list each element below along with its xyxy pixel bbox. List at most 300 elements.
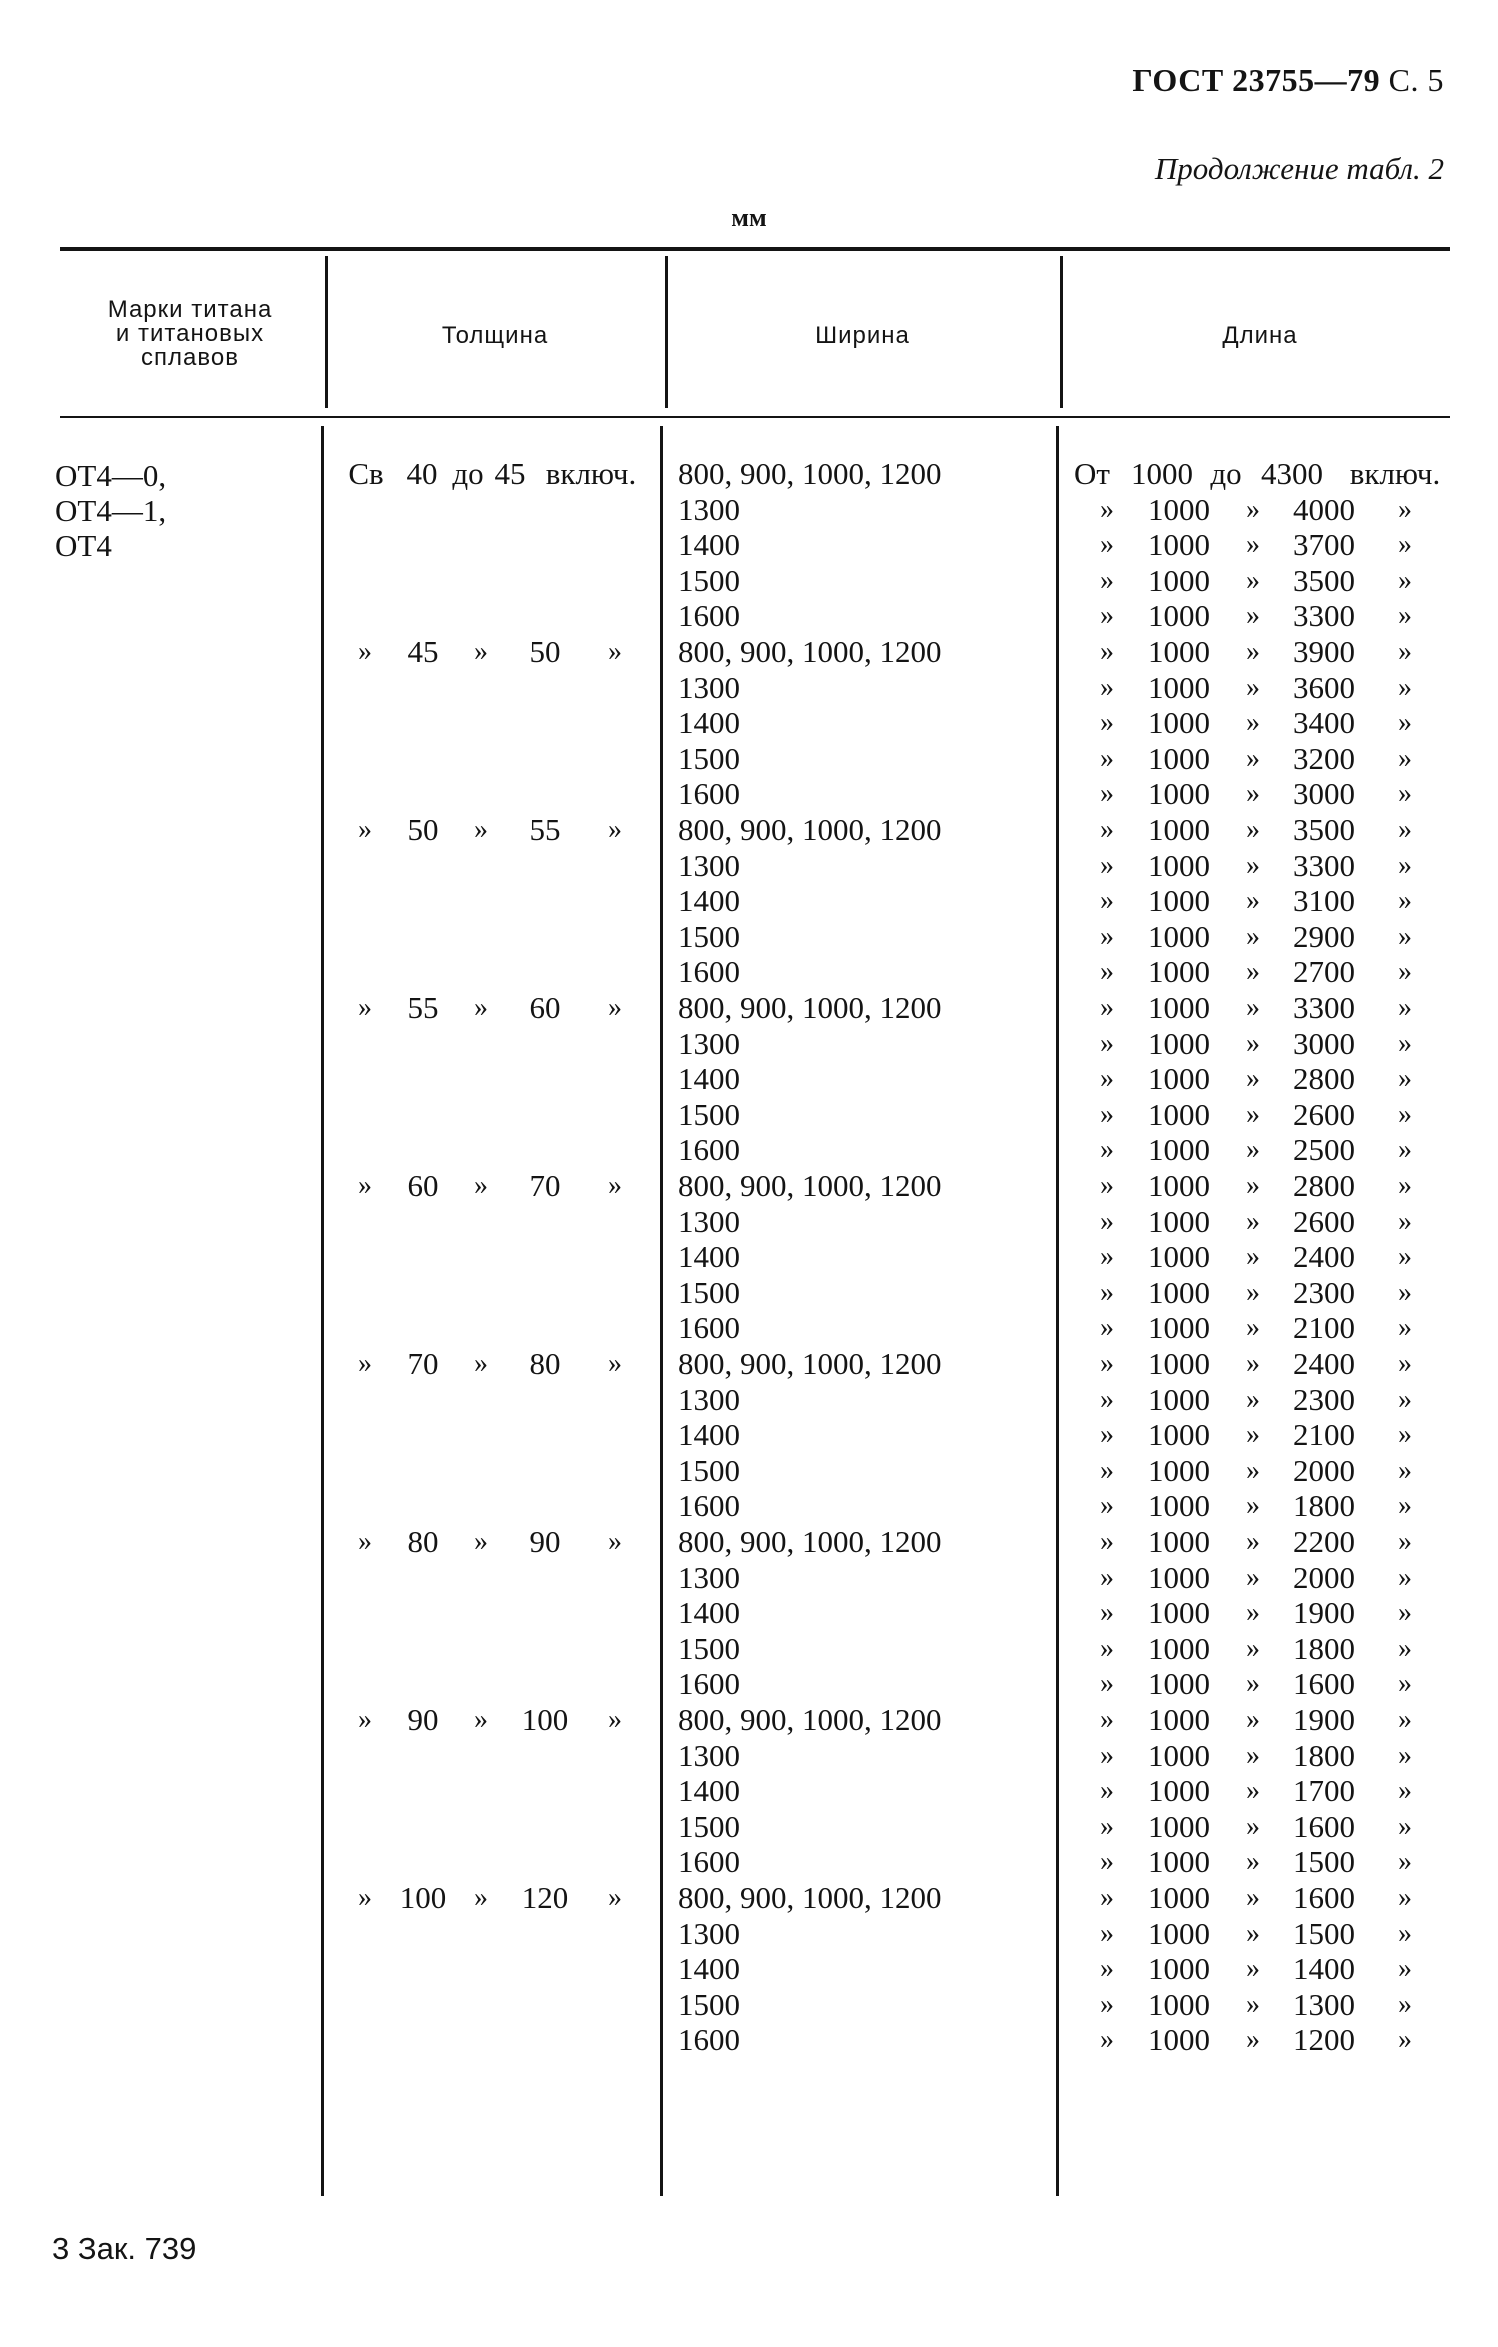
length-from: 1000 [1148,1737,1210,1773]
width-value: 1500 [678,1452,740,1488]
length-from: 1000 [1148,1808,1210,1844]
length-to: 2400 [1293,1346,1355,1381]
column-divider [665,256,668,408]
length-to: 3300 [1293,847,1355,883]
ditto-mark: » [1246,1739,1260,1771]
ditto-mark: » [358,1348,372,1379]
ditto-mark: » [1398,1846,1412,1878]
ditto-mark: » [1100,1882,1114,1913]
ditto-mark: » [1398,1383,1412,1415]
ditto-mark: » [1100,493,1114,525]
length-to: 2600 [1293,1203,1355,1239]
grade-name: ОТ4 [55,528,112,563]
ditto-mark: » [1100,1454,1114,1486]
table-row [0,812,1498,848]
table-top-rule [60,247,1450,251]
width-value: 1300 [678,1737,740,1773]
table-row [0,919,1498,955]
ditto-mark: » [1100,956,1114,988]
length-to: 2300 [1293,1274,1355,1310]
ditto-mark: » [608,1882,622,1913]
table-row [0,1382,1498,1418]
ditto-mark: » [1398,778,1412,810]
length-from: 1000 [1148,1559,1210,1595]
width-value: 1600 [678,776,740,812]
width-value: 1300 [678,491,740,527]
thickness-from: 50 [407,812,439,847]
ditto-mark: » [1398,1454,1412,1486]
length-from: 1000 [1148,1096,1210,1132]
ditto-mark: » [1246,1704,1260,1735]
length-to: 2000 [1293,1559,1355,1595]
thickness-to: 45 [494,456,526,491]
width-value: 1300 [678,1915,740,1951]
ditto-mark: » [1100,1526,1114,1557]
ditto-mark: » [1246,1134,1260,1166]
ditto-mark: » [1398,1632,1412,1664]
table-header-rule [60,416,1450,418]
ditto-mark: » [1398,1988,1412,2020]
length-from: 1000 [1148,1773,1210,1809]
ditto-mark: » [1246,1276,1260,1308]
ditto-mark: » [1398,1597,1412,1629]
table-row [0,1844,1498,1880]
ditto-mark: » [1100,707,1114,739]
ditto-mark: » [1246,564,1260,596]
ditto-mark: » [1246,1205,1260,1237]
thickness-from: 40 [406,456,438,491]
ditto-mark: » [1398,1348,1412,1379]
length-to: 2700 [1293,954,1355,990]
ditto-mark: » [1246,1312,1260,1344]
ditto-mark: » [474,814,488,845]
table-row [0,1275,1498,1311]
column-header-thickness: Толщина [441,322,549,349]
ditto-mark: » [358,814,372,845]
grade-name: ОТ4—0, [55,458,167,493]
ditto-mark: » [358,1526,372,1557]
width-value: 1400 [678,1595,740,1631]
ditto-mark: » [1398,671,1412,703]
width-value: 1400 [678,1417,740,1453]
ditto-mark: » [1100,1917,1114,1949]
ditto-mark: » [1246,1526,1260,1557]
length-from: 1000 [1148,847,1210,883]
ditto-mark: » [1246,671,1260,703]
length-to: 1400 [1293,1951,1355,1987]
length-from: 1000 [1148,1061,1210,1097]
ditto-mark: » [1246,814,1260,845]
length-to: 3200 [1293,740,1355,776]
ditto-mark: » [1246,885,1260,917]
ditto-mark: » [1246,600,1260,632]
ditto-mark: » [1246,1170,1260,1201]
ditto-mark: » [1246,707,1260,739]
table-row [0,1026,1498,1062]
width-value: 800, 900, 1000, 1200 [678,634,942,669]
length-to: 2800 [1293,1061,1355,1097]
ditto-mark: » [1246,1882,1260,1913]
table-row [0,705,1498,741]
length-from: 1000 [1148,954,1210,990]
length-to: 4000 [1293,491,1355,527]
table-row [0,634,1498,670]
width-value: 1600 [678,1488,740,1524]
length-from: 1000 [1148,1666,1210,1702]
length-to: 1200 [1293,2022,1355,2058]
ditto-mark: » [474,636,488,667]
length-to: 1500 [1293,1915,1355,1951]
length-to: 2100 [1293,1310,1355,1346]
thickness-from: 100 [399,1880,447,1915]
width-value: 1400 [678,705,740,741]
length-from: 1000 [1148,1168,1210,1203]
length-to: 1800 [1293,1737,1355,1773]
ditto-mark: » [1398,707,1412,739]
table-row [0,776,1498,812]
table-row [0,1097,1498,1133]
table-row [0,1951,1498,1987]
ditto-mark: » [608,814,622,845]
ditto-mark: » [1398,2024,1412,2056]
ditto-mark: » [608,992,622,1023]
length-from: 1000 [1131,456,1193,491]
length-to: 2100 [1293,1417,1355,1453]
length-to: 1500 [1293,1844,1355,1880]
ditto-mark: » [474,1882,488,1913]
length-to: 3500 [1293,812,1355,847]
ditto-mark: » [1100,564,1114,596]
ditto-mark: » [1246,1063,1260,1095]
ditto-mark: » [1398,742,1412,774]
length-to: 3100 [1293,883,1355,919]
table-row [0,883,1498,919]
ditto-mark: » [1100,1988,1114,2020]
width-value: 1400 [678,1951,740,1987]
page-number: С. 5 [1388,62,1444,98]
length-from: 1000 [1148,634,1210,669]
ditto-mark: » [1100,1134,1114,1166]
thickness-to-word: до [452,456,484,491]
table-row [0,1239,1498,1275]
ditto-mark: » [474,1348,488,1379]
length-to: 3500 [1293,562,1355,598]
ditto-mark: » [1100,1704,1114,1735]
ditto-mark: » [1246,1241,1260,1273]
length-from: 1000 [1148,990,1210,1025]
width-value: 800, 900, 1000, 1200 [678,1346,942,1381]
ditto-mark: » [1398,1917,1412,1949]
length-to: 1600 [1293,1880,1355,1915]
length-from: 1000 [1148,740,1210,776]
width-value: 800, 900, 1000, 1200 [678,456,942,491]
width-value: 1500 [678,1096,740,1132]
ditto-mark: » [1398,1882,1412,1913]
ditto-mark: » [358,1882,372,1913]
width-value: 1400 [678,527,740,563]
ditto-mark: » [1246,1668,1260,1700]
width-value: 1500 [678,562,740,598]
thickness-from: 80 [407,1524,439,1559]
thickness-from: 55 [407,990,439,1025]
ditto-mark: » [1398,1276,1412,1308]
ditto-mark: » [1100,1383,1114,1415]
table-row [0,1595,1498,1631]
ditto-mark: » [1100,1063,1114,1095]
ditto-mark: » [1246,1027,1260,1059]
table-row [0,1488,1498,1524]
ditto-mark: » [1398,1170,1412,1201]
ditto-mark: » [1398,1704,1412,1735]
ditto-mark: » [608,636,622,667]
width-value: 1500 [678,1630,740,1666]
ditto-mark: » [1246,1988,1260,2020]
length-from: 1000 [1148,1488,1210,1524]
thickness-from: 90 [407,1702,439,1737]
table-continuation-label: Продолжение табл. 2 [1154,151,1444,186]
table-row [0,1560,1498,1596]
ditto-mark: » [1246,992,1260,1023]
length-to: 2000 [1293,1452,1355,1488]
ditto-mark: » [1246,1953,1260,1985]
length-from: 1000 [1148,812,1210,847]
thickness-to: 90 [529,1524,561,1559]
thickness-to: 55 [529,812,561,847]
ditto-mark: » [1246,1098,1260,1130]
table-row [0,527,1498,563]
ditto-mark: » [358,1170,372,1201]
length-to: 3400 [1293,705,1355,741]
ditto-mark: » [1100,1953,1114,1985]
thickness-from: 60 [407,1168,439,1203]
ditto-mark: » [358,992,372,1023]
ditto-mark: » [1246,1632,1260,1664]
width-value: 1500 [678,740,740,776]
thickness-suffix: включ. [545,456,637,491]
ditto-mark: » [1100,1668,1114,1700]
thickness-from: 45 [407,634,439,669]
column-divider [1060,256,1063,408]
width-value: 1300 [678,1025,740,1061]
table-row [0,1738,1498,1774]
ditto-mark: » [1100,849,1114,881]
table-row [0,1310,1498,1346]
ditto-mark: » [1246,956,1260,988]
table-row [0,741,1498,777]
ditto-mark: » [1100,1205,1114,1237]
ditto-mark: » [608,1348,622,1379]
length-from: 1000 [1148,491,1210,527]
ditto-mark: » [1398,636,1412,667]
length-from: 1000 [1148,883,1210,919]
table-row [0,848,1498,884]
length-to: 1900 [1293,1702,1355,1737]
length-suffix: включ. [1349,456,1441,491]
length-to: 2800 [1293,1168,1355,1203]
ditto-mark: » [1398,564,1412,596]
column-header-length: Длина [1222,322,1298,349]
width-value: 1600 [678,1666,740,1702]
length-to: 3900 [1293,634,1355,669]
ditto-mark: » [1100,2024,1114,2056]
length-prefix: От [1074,456,1110,491]
thickness-to: 60 [529,990,561,1025]
ditto-mark: » [1100,1632,1114,1664]
ditto-mark: » [1100,529,1114,561]
ditto-mark: » [1398,1810,1412,1842]
length-from: 1000 [1148,562,1210,598]
ditto-mark: » [1398,493,1412,525]
length-from: 1000 [1148,669,1210,705]
width-value: 1300 [678,1559,740,1595]
length-to: 1900 [1293,1595,1355,1631]
ditto-mark: » [1398,1205,1412,1237]
table-row [0,1702,1498,1738]
length-to: 3000 [1293,776,1355,812]
length-from: 1000 [1148,1310,1210,1346]
thickness-to: 100 [521,1702,569,1737]
width-value: 1600 [678,598,740,634]
table-row [0,1631,1498,1667]
width-value: 1500 [678,1986,740,2022]
length-to: 1800 [1293,1488,1355,1524]
table-unit: мм [731,203,767,232]
ditto-mark: » [1398,849,1412,881]
length-to-word: до [1210,456,1242,491]
table-row [0,1132,1498,1168]
length-from: 1000 [1148,1595,1210,1631]
length-from: 1000 [1148,1524,1210,1559]
column-header-grade: Марки титана и титановых сплавов [107,296,273,371]
ditto-mark: » [1398,1063,1412,1095]
length-to: 2200 [1293,1524,1355,1559]
ditto-mark: » [1100,1170,1114,1201]
length-from: 1000 [1148,2022,1210,2058]
column-header-width: Ширина [815,322,910,349]
ditto-mark: » [1100,1739,1114,1771]
width-value: 1500 [678,1808,740,1844]
table-row [0,1168,1498,1204]
ditto-mark: » [1246,778,1260,810]
length-to: 1300 [1293,1986,1355,2022]
ditto-mark: » [1100,1775,1114,1807]
width-value: 800, 900, 1000, 1200 [678,990,942,1025]
ditto-mark: » [1246,849,1260,881]
thickness-to: 80 [529,1346,561,1381]
width-value: 1300 [678,1381,740,1417]
ditto-mark: » [1246,1383,1260,1415]
width-value: 1400 [678,1239,740,1275]
ditto-mark: » [1100,1276,1114,1308]
width-value: 1400 [678,883,740,919]
length-to: 2300 [1293,1381,1355,1417]
thickness-to: 120 [521,1880,569,1915]
length-to: 3000 [1293,1025,1355,1061]
width-value: 800, 900, 1000, 1200 [678,1524,942,1559]
ditto-mark: » [1246,2024,1260,2056]
length-to: 2600 [1293,1096,1355,1132]
ditto-mark: » [1398,956,1412,988]
length-from: 1000 [1148,1417,1210,1453]
ditto-mark: » [1246,1490,1260,1522]
column-divider [325,256,328,408]
ditto-mark: » [1100,1490,1114,1522]
ditto-mark: » [1246,920,1260,952]
table-row [0,492,1498,528]
table-row [0,456,1498,492]
table-row [0,1061,1498,1097]
ditto-mark: » [1398,1490,1412,1522]
length-from: 1000 [1148,527,1210,563]
length-from: 1000 [1148,1025,1210,1061]
standard-number: ГОСТ 23755—79 [1132,62,1381,98]
width-value: 800, 900, 1000, 1200 [678,1702,942,1737]
table-row [0,598,1498,634]
length-to: 1700 [1293,1773,1355,1809]
length-from: 1000 [1148,705,1210,741]
ditto-mark: » [474,1170,488,1201]
width-value: 800, 900, 1000, 1200 [678,1168,942,1203]
width-value: 1300 [678,669,740,705]
ditto-mark: » [1398,1098,1412,1130]
ditto-mark: » [1100,1098,1114,1130]
length-to: 3600 [1293,669,1355,705]
length-from: 1000 [1148,1274,1210,1310]
length-from: 1000 [1148,1346,1210,1381]
table-row [0,1809,1498,1845]
length-from: 1000 [1148,1986,1210,2022]
ditto-mark: » [1398,992,1412,1023]
width-value: 1600 [678,1844,740,1880]
ditto-mark: » [1100,1810,1114,1842]
ditto-mark: » [1246,742,1260,774]
ditto-mark: » [1246,1561,1260,1593]
ditto-mark: » [1398,600,1412,632]
ditto-mark: » [1246,1348,1260,1379]
length-to: 3700 [1293,527,1355,563]
table-row [0,1417,1498,1453]
grade-name: ОТ4—1, [55,493,167,528]
width-value: 1300 [678,1203,740,1239]
ditto-mark: » [1100,1312,1114,1344]
ditto-mark: » [608,1170,622,1201]
length-from: 1000 [1148,1915,1210,1951]
length-from: 1000 [1148,1702,1210,1737]
ditto-mark: » [608,1526,622,1557]
table-row [0,1346,1498,1382]
ditto-mark: » [1398,814,1412,845]
length-from: 1000 [1148,1452,1210,1488]
ditto-mark: » [1246,1775,1260,1807]
ditto-mark: » [1100,992,1114,1023]
length-to: 4300 [1261,456,1323,491]
table-row [0,1773,1498,1809]
ditto-mark: » [1398,1134,1412,1166]
length-from: 1000 [1148,598,1210,634]
ditto-mark: » [1246,1419,1260,1451]
ditto-mark: » [1100,600,1114,632]
length-to: 2900 [1293,918,1355,954]
width-value: 1600 [678,2022,740,2058]
ditto-mark: » [1398,1775,1412,1807]
length-from: 1000 [1148,776,1210,812]
ditto-mark: » [1100,1561,1114,1593]
ditto-mark: » [1398,885,1412,917]
width-value: 800, 900, 1000, 1200 [678,812,942,847]
length-from: 1000 [1148,1951,1210,1987]
ditto-mark: » [1100,814,1114,845]
width-value: 1600 [678,1132,740,1168]
